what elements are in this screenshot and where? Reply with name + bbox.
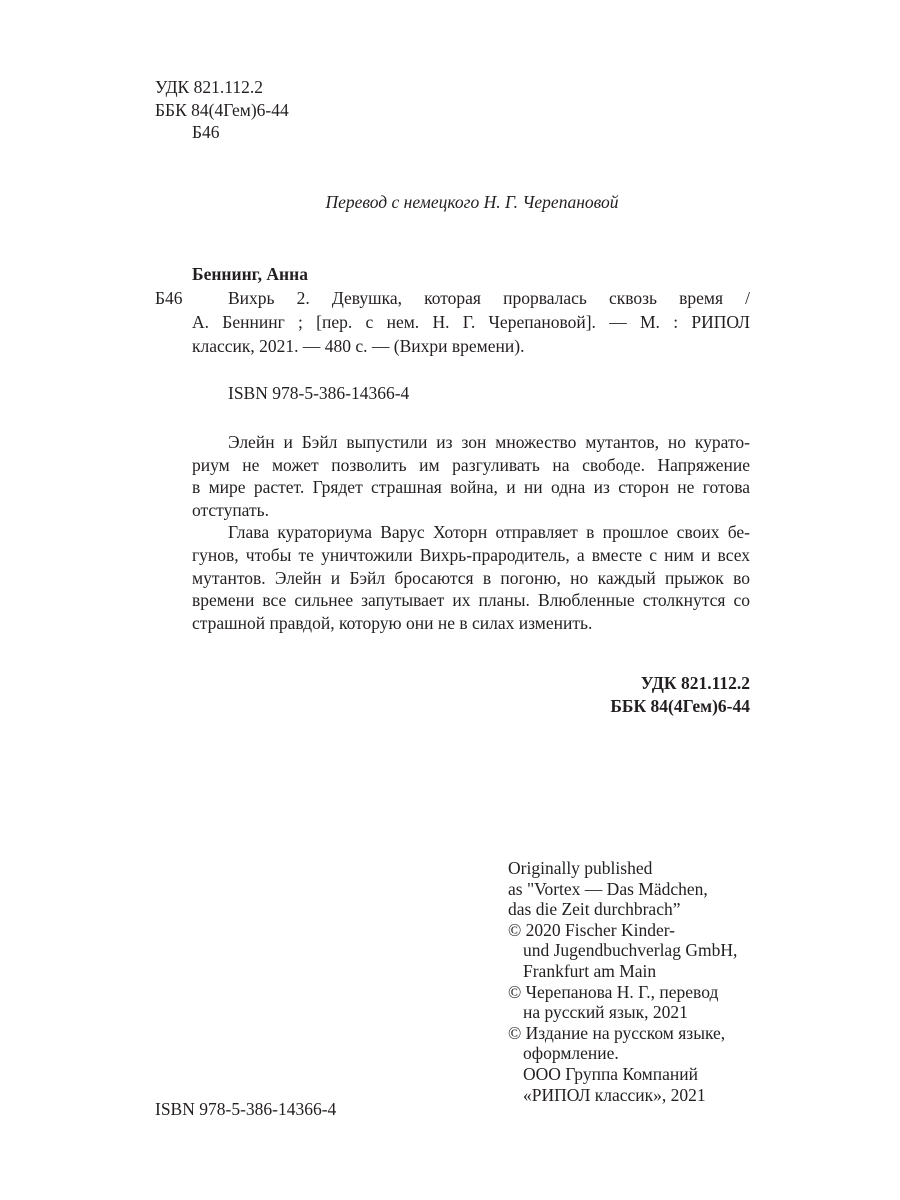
annotation-line: страшной правдой, которую они не в силах изменить. (192, 612, 593, 633)
udk-code-bold: УДК 821.112.2 (640, 673, 750, 693)
annotation-line: Глава кураториума Варус Хоторн отправляет в прошлое своих бе- (228, 522, 750, 543)
copyright-line: оформление. (523, 1043, 619, 1064)
annotation-line: гунов, чтобы те уничтожили Вихрь-прародитель, а вместе с ним и всех (192, 544, 750, 565)
catalog-line: Вихрь 2. Девушка, которая прорвалась сквозь время / (228, 287, 750, 308)
copyright-line: © Черепанова Н. Г., перевод (508, 981, 719, 1002)
copyright-line: «РИПОЛ классик», 2021 (523, 1084, 706, 1105)
catalog-entry (155, 263, 750, 404)
annotation-line: мутантов. Элейн и Бэйл бросаются в погоню, но каждый прыжок во (192, 567, 750, 588)
bbk-code: ББК 84(4Гем)6-44 (155, 99, 289, 120)
annotation-line: в мире растет. Грядет страшная война, и ни одна из сторон не готова (192, 477, 750, 498)
annotation (192, 431, 750, 634)
author-name: Беннинг, Анна (192, 264, 308, 284)
catalog-line: А. Беннинг ; [пер. с нем. Н. Г. Черепановой]. — М. : РИПОЛ (192, 311, 750, 332)
catalog-line: классик, 2021. — 480 с. — (Вихри времени). (192, 335, 525, 356)
annotation-line: времени все сильнее запутывает их планы. Влюбленные столкнутся со (192, 590, 750, 611)
annotation-line: отступать. (192, 499, 269, 520)
copyright-line: на русский язык, 2021 (523, 1002, 688, 1023)
copyright-line: Frankfurt am Main (523, 960, 657, 981)
udk-code: УДК 821.112.2 (155, 77, 263, 97)
copyright-line: Originally published (508, 858, 653, 878)
catalog-mark: Б46 (155, 287, 183, 308)
translation-note: Перевод с немецкого Н. Г. Черепановой (325, 192, 619, 212)
copyright-line: das die Zeit durchbrach” (508, 899, 681, 920)
bbk-code-bold: ББК 84(4Гем)6-44 (610, 695, 750, 716)
catalog-isbn: ISBN 978-5-386-14366-4 (228, 382, 410, 403)
copyright-line: ООО Группа Компаний (523, 1063, 698, 1084)
annotation-line: Элейн и Бэйл выпустили из зон множество мутантов, но курато- (228, 432, 750, 452)
author-mark: Б46 (192, 122, 220, 143)
copyright-line: © Издание на русском языке, (508, 1022, 726, 1043)
copyright-block (508, 858, 737, 1105)
footer-isbn: ISBN 978-5-386-14366-4 (155, 1099, 337, 1119)
copyright-line: und Jugendbuchverlag GmbH, (523, 940, 738, 961)
copyright-line: © 2020 Fischer Kinder- (508, 919, 676, 940)
classification (610, 672, 750, 717)
copyright-line: as "Vortex — Das Mädchen, (508, 878, 708, 899)
annotation-line: риум не может позволить им разгуливать на свободе. Напряжение (192, 454, 750, 475)
header-codes (155, 76, 289, 144)
